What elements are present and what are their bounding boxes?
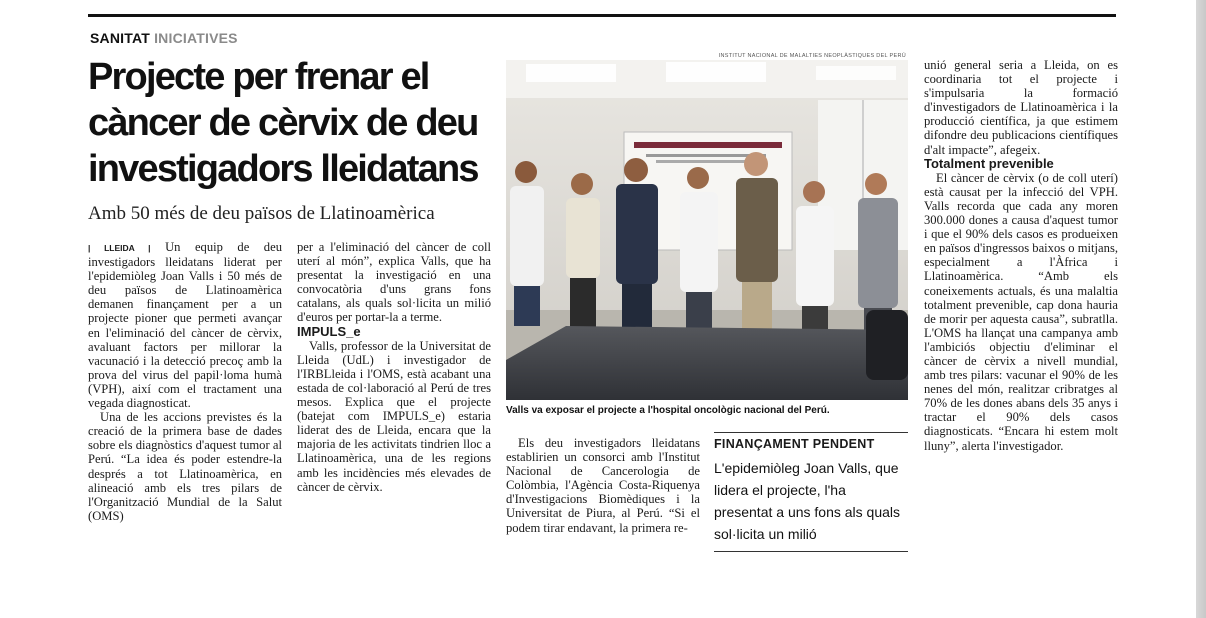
divider <box>714 551 908 552</box>
article-column-4 <box>924 58 1118 453</box>
photo-credit: INSTITUT NACIONAL DE MALALTIES NEOPLÀSTIQUES DEL PERÚ <box>718 53 906 59</box>
section-subcategory: INICIATIVES <box>154 30 238 46</box>
section-category: SANITAT <box>90 30 150 46</box>
paragraph-text: Un equip de deu investigadors lleidatans liderat per l'epidemiòleg Joan Valls i 50 més de deu països de Llatinoamèrica demanen finançament per a un projecte pioner que permeti avançar en l'eliminació del càncer de cèrvix, avaluant factors per millorar la vacunació i la detecció precoç amb la prova del virus del papil·loma humà (VPH), així com el tractament una vegada diagnosticat. <box>88 240 282 411</box>
section-subtitle: IMPULS_e <box>297 323 361 339</box>
photo-illustration <box>506 60 908 400</box>
pull-quote-title: FINANÇAMENT PENDENT <box>714 437 875 451</box>
article-column-1 <box>88 240 282 523</box>
lead-paragraph <box>88 240 282 410</box>
headline-line: càncer de cèrvix de deu <box>88 102 478 144</box>
paragraph: Valls, professor de la Universitat de Lleida (UdL) i investigador de l'IRBLleida i l'OMS, està acabant una estada de col·laboració al Perú de tres mesos. Explica que el projecte (batejat com IMPULS_e) estaria liderat des de Lleida, encara que la majoria de les activitats tindrien lloc a Llatinoamèrica, una de les regions amb les incidències més elevades de càncer de cèrvix. <box>297 338 491 494</box>
section-subtitle: Totalment prevenible <box>924 155 1054 171</box>
headline-line: Projecte per frenar el <box>88 56 429 98</box>
paragraph: per a l'eliminació del càncer de coll uterí al món”, explica Valls, que ha presentat la investigació en una convocatòria d'uns grans fons catalans, als quals sol·licita un milió d'euros per portar-la a terme. <box>297 240 491 325</box>
article-column-2 <box>297 240 491 494</box>
article-photo <box>506 60 908 400</box>
paragraph: Una de les accions previstes és la creació de la primera base de dades sobre els diagnòstics d'aquest tumor al Perú. “La idea és poder estendre-la després a tot Llatinoamèrica, en alineació amb els tres pilars de l'Organització Mundial de la Salut (OMS) <box>88 410 282 523</box>
pull-quote-box <box>714 432 908 552</box>
article-column-3 <box>506 436 700 535</box>
paragraph: Els deu investigadors lleidatans establirien un consorci amb l'Institut Nacional de Cancerologia de Colòmbia, l'Agència Costa-Riquenya d'Investigacions Biomèdiques i la Universitat de Piura, al Perú. “Si el podem tirar endavant, la primera re- <box>506 436 700 535</box>
location-tag: | LLEIDA | <box>88 243 151 253</box>
photo-caption: Valls va exposar el projecte a l'hospital oncològic nacional del Perú. <box>506 405 830 416</box>
page-edge <box>1196 0 1206 618</box>
paragraph: El càncer de cèrvix (o de coll uterí) està causat per la infecció del VPH. Valls recorda que cada any moren 300.000 dones a causa d'aquest tumor i que el 90% dels casos es produeixen en països d'ingressos baixos o mitjans, especialment a l'Àfrica i Llatinoamèrica. “Amb els coneixements actuals, és una malaltia totalment prevenible, cap dona hauria de morir per aquesta causa”, subratlla. L'OMS ha llançat una campanya amb l'ambiciós objectiu d'eliminar el càncer de cèrvix a nivell mundial, amb tres pilars: vacunar el 90% de les nenes del món, realitzar cribratges al 70% de les dones abans dels 35 anys i tractar el 90% dels casos diagnosticats. “Encara hi estem molt lluny”, alerta l'investigador. <box>924 170 1118 453</box>
headline-line: investigadors lleidatans <box>88 148 478 190</box>
section-label <box>90 30 238 46</box>
top-rule <box>88 14 1116 17</box>
pull-quote-text: L'epidemiòleg Joan Valls, que lidera el projecte, l'ha presentat a uns fons als quals sol·licita un milió <box>714 460 901 542</box>
headline <box>88 54 498 192</box>
divider <box>714 432 908 433</box>
subheadline: Amb 50 més de deu països de Llatinoamèrica <box>88 203 435 224</box>
paragraph: unió general seria a Lleida, on es coordinaria tot el projecte i s'impulsaria la formació d'investigadors de Llatinoamèrica i la producció científica, ja que estimem difondre deu publicacions científiques d'alt impacte”, afegeix. <box>924 58 1118 157</box>
